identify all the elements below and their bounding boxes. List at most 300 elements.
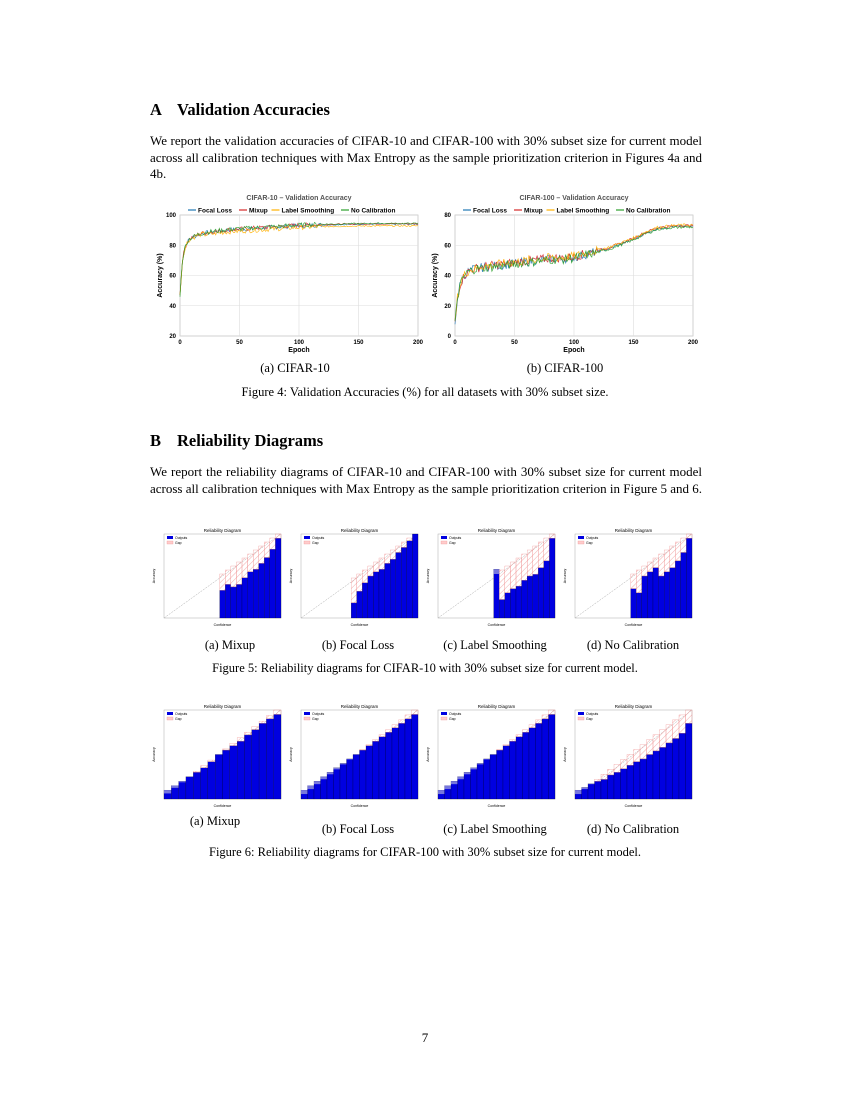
y-axis-label: Accuracy — [563, 747, 567, 762]
reliability-diagram-mixup — [150, 528, 285, 628]
x-axis-label: Confidence — [213, 623, 232, 627]
reliability-diagram-label-smoothing — [424, 704, 559, 809]
diagram-title: Reliability Diagram — [340, 704, 379, 709]
gap-bar — [385, 554, 391, 563]
output-bar — [373, 741, 380, 799]
legend-label: Mixup — [524, 207, 543, 215]
gap-bar — [236, 562, 242, 584]
y-tick-label: 100 — [165, 213, 176, 219]
output-bar — [631, 589, 637, 618]
reliability-diagram-no-calibration — [561, 528, 696, 628]
gap-bar — [686, 710, 693, 723]
output-bar — [405, 719, 412, 799]
output-bar — [640, 759, 647, 799]
gap-bar — [401, 542, 407, 547]
output-bar — [516, 737, 523, 799]
gap-bar — [675, 542, 681, 561]
legend-label: Focal Loss — [198, 207, 232, 215]
overconfidence-bar — [301, 790, 308, 794]
gap-bar — [399, 720, 406, 723]
subcaption-6d: (d) No Calibration — [586, 822, 680, 836]
output-bar — [225, 584, 231, 618]
gap-bar — [634, 750, 641, 762]
y-tick-label: 60 — [169, 273, 176, 280]
gap-bar — [244, 732, 251, 735]
output-bar — [270, 549, 276, 618]
chart-cifar100-accuracy — [425, 194, 700, 356]
output-bar — [208, 762, 215, 799]
gap-bar — [533, 546, 539, 574]
x-axis-label: Confidence — [487, 804, 506, 808]
gap-bar — [412, 710, 419, 714]
output-bar — [357, 591, 363, 618]
x-tick-label: 100 — [568, 340, 580, 346]
gap-bar — [516, 735, 523, 737]
x-tick-label: 0 — [178, 340, 182, 346]
figure-4-caption: Figure 4: Validation Accuracies (%) for all datasets with 30% subset size. — [241, 385, 609, 399]
overconfidence-bar — [321, 777, 328, 779]
gap-bar — [225, 570, 231, 584]
output-bar — [248, 572, 254, 618]
gap-bar — [275, 534, 281, 538]
gap-bar — [522, 554, 528, 580]
gap-bar — [660, 730, 667, 748]
output-bar — [392, 728, 399, 799]
output-bar — [334, 768, 341, 799]
output-bar — [385, 563, 391, 618]
gap-bar — [368, 566, 374, 576]
output-bar — [201, 768, 208, 799]
y-axis-label: Accuracy — [426, 568, 430, 584]
y-tick-label: 80 — [444, 213, 451, 219]
output-bar — [366, 746, 373, 799]
gap-bar — [523, 730, 530, 732]
output-bar — [608, 775, 615, 799]
legend-outputs-label: Outputs — [586, 536, 599, 540]
gap-bar — [248, 554, 254, 572]
page-number: 7 — [421, 1030, 429, 1045]
diagram-title: Reliability Diagram — [477, 528, 516, 533]
legend-gap-swatch — [304, 717, 310, 720]
gap-bar — [220, 574, 226, 590]
gap-bar — [405, 715, 412, 719]
gap-bar — [659, 554, 665, 576]
output-bar — [653, 751, 660, 799]
y-tick-label: 20 — [169, 334, 176, 340]
y-axis-label: Accuracy — [563, 568, 567, 584]
overconfidence-bar — [164, 790, 171, 793]
subcaption-5c: (c) Label Smoothing — [443, 638, 547, 652]
output-bar — [464, 772, 471, 799]
gap-bar — [653, 735, 660, 751]
gap-bar — [538, 542, 544, 568]
output-bar — [675, 561, 681, 618]
gap-bar — [223, 749, 230, 750]
gap-bar — [647, 562, 653, 572]
output-bar — [244, 735, 251, 799]
output-bar — [386, 732, 393, 799]
x-axis-label: Confidence — [487, 623, 506, 627]
legend-outputs-swatch — [304, 712, 310, 715]
output-bar — [549, 538, 555, 618]
diagram-title: Reliability Diagram — [203, 704, 242, 709]
diagram-title: Reliability Diagram — [614, 704, 653, 709]
y-axis-label: Accuracy (%) — [157, 253, 164, 298]
diagram-title: Reliability Diagram — [477, 704, 516, 709]
output-bar — [264, 558, 270, 618]
gap-bar — [362, 570, 368, 583]
x-tick-label: 150 — [628, 340, 639, 346]
output-bar — [253, 569, 259, 618]
legend-gap-swatch — [578, 541, 584, 544]
chart-title: CIFAR-100 – Validation Accuracy — [519, 195, 629, 202]
gap-bar — [544, 538, 550, 561]
output-bar — [542, 719, 549, 799]
output-bar — [494, 569, 500, 618]
output-bar — [399, 723, 406, 799]
legend-gap-swatch — [304, 541, 310, 544]
y-axis-label: Accuracy — [289, 568, 293, 584]
gap-bar — [647, 740, 654, 755]
x-tick-label: 150 — [353, 340, 364, 346]
gap-bar — [379, 558, 385, 569]
gap-bar — [264, 542, 270, 558]
output-bar — [527, 576, 533, 618]
output-bar — [353, 755, 360, 800]
overconfidence-bar — [308, 786, 315, 789]
gap-bar — [686, 534, 692, 538]
output-bar — [634, 762, 641, 799]
output-bar — [223, 750, 230, 799]
output-bar — [529, 728, 536, 799]
output-bar — [396, 552, 402, 618]
output-bar — [347, 759, 354, 799]
output-bar — [516, 586, 522, 618]
gap-bar — [601, 774, 608, 779]
output-bar — [412, 714, 419, 799]
output-bar — [510, 741, 517, 799]
output-bar — [549, 714, 556, 799]
output-bar — [340, 763, 347, 799]
output-bar — [327, 772, 334, 799]
output-bar — [490, 755, 497, 800]
y-axis-label: Accuracy — [152, 568, 156, 584]
output-bar — [458, 777, 465, 799]
output-bar — [533, 574, 539, 618]
output-bar — [373, 572, 379, 618]
gap-bar — [259, 546, 265, 563]
output-bar — [522, 580, 528, 618]
output-bar — [220, 590, 226, 618]
reliability-diagram-label-smoothing — [424, 528, 559, 628]
output-bar — [681, 552, 687, 618]
gap-bar — [681, 538, 687, 552]
gap-bar — [505, 566, 511, 593]
gap-bar — [631, 574, 637, 589]
output-bar — [544, 561, 550, 618]
gap-bar — [373, 740, 380, 741]
output-bar — [670, 568, 676, 618]
figure-6-caption: Figure 6: Reliability diagrams for CIFAR-100 with 30% subset size for current model. — [209, 845, 641, 859]
y-axis-label: Accuracy — [426, 747, 430, 762]
gap-bar — [274, 710, 281, 714]
legend-outputs-label: Outputs — [175, 536, 188, 540]
output-bar — [523, 732, 530, 799]
subcaption-4a: (a) CIFAR-10 — [260, 361, 330, 375]
output-bar — [351, 603, 357, 618]
overconfidence-bar — [451, 781, 458, 784]
x-axis-label: Confidence — [213, 804, 232, 808]
output-bar — [471, 768, 478, 799]
gap-bar — [201, 766, 208, 768]
overconfidence-bar — [477, 763, 484, 764]
gap-bar — [529, 725, 536, 728]
gap-bar — [595, 779, 602, 781]
output-bar — [636, 593, 642, 618]
overconfidence-bar — [171, 786, 178, 788]
subcaption-5a: (a) Mixup — [204, 638, 256, 652]
gap-bar — [653, 558, 659, 568]
chart-title: CIFAR-10 – Validation Accuracy — [246, 195, 352, 202]
y-axis-label: Accuracy (%) — [432, 253, 439, 298]
output-bar — [215, 755, 222, 800]
chart-cifar10-accuracy — [150, 194, 425, 356]
gap-bar — [608, 769, 615, 775]
diagram-title: Reliability Diagram — [614, 528, 653, 533]
output-bar — [360, 750, 367, 799]
output-bar — [401, 547, 407, 618]
legend-gap-swatch — [578, 717, 584, 720]
y-tick-label: 40 — [444, 273, 451, 280]
legend-label: Mixup — [249, 207, 268, 215]
x-axis-label: Confidence — [350, 623, 369, 627]
gap-bar — [237, 738, 244, 741]
gap-bar — [366, 745, 373, 746]
gap-bar — [666, 725, 673, 743]
output-bar — [536, 723, 543, 799]
gap-bar — [390, 550, 396, 559]
output-bar — [259, 563, 265, 618]
legend-gap-label: Gap — [586, 541, 593, 545]
legend-outputs-label: Outputs — [449, 712, 462, 716]
gap-bar — [266, 716, 273, 719]
legend-gap-swatch — [167, 717, 173, 720]
gap-bar — [614, 764, 621, 772]
legend-gap-label: Gap — [175, 717, 182, 721]
x-axis-label: Epoch — [563, 347, 585, 354]
diagram-title: Reliability Diagram — [340, 528, 379, 533]
output-bar — [186, 777, 193, 799]
legend-label: No Calibration — [351, 207, 396, 215]
reliability-diagram-focal-loss — [287, 704, 422, 809]
output-bar — [653, 568, 659, 618]
overconfidence-bar — [471, 768, 478, 769]
section-b-title: B Reliability Diagrams — [150, 431, 324, 450]
x-tick-label: 50 — [511, 340, 518, 346]
output-bar — [666, 743, 673, 799]
output-bar — [179, 781, 186, 799]
gap-bar — [270, 538, 276, 549]
output-bar — [499, 600, 505, 618]
legend-gap-swatch — [441, 717, 447, 720]
gap-bar — [664, 550, 670, 572]
output-bar — [231, 587, 237, 618]
legend-gap-label: Gap — [312, 717, 319, 721]
y-axis-label: Accuracy — [289, 747, 293, 762]
x-tick-label: 200 — [687, 340, 699, 346]
legend-label: Label Smoothing — [281, 207, 335, 215]
overconfidence-bar — [575, 790, 582, 794]
output-bar — [379, 569, 385, 618]
output-bar — [659, 576, 665, 618]
reliability-diagram-focal-loss — [287, 528, 422, 628]
output-bar — [321, 777, 328, 799]
gap-bar — [231, 566, 237, 587]
subcaption-4b: (b) CIFAR-100 — [526, 361, 604, 375]
legend-outputs-swatch — [167, 712, 173, 715]
output-bar — [627, 765, 634, 799]
gap-bar — [636, 570, 642, 593]
gap-bar — [542, 715, 549, 719]
gap-bar — [208, 760, 215, 762]
output-bar — [510, 589, 516, 618]
overconfidence-bar — [327, 772, 334, 774]
legend-outputs-swatch — [578, 536, 584, 539]
output-bar — [236, 584, 242, 618]
gap-bar — [379, 735, 386, 737]
x-axis-label: Confidence — [624, 623, 643, 627]
output-bar — [242, 578, 248, 618]
output-bar — [647, 572, 653, 618]
output-bar — [497, 750, 504, 799]
y-tick-label: 0 — [447, 334, 451, 340]
output-bar — [266, 719, 273, 799]
x-tick-label: 0 — [453, 340, 457, 346]
legend-outputs-swatch — [167, 536, 173, 539]
subcaption-6b: (b) Focal Loss — [321, 822, 395, 836]
figure-5-caption: Figure 5: Reliability diagrams for CIFAR-10 with 30% subset size for current model. — [212, 661, 638, 675]
output-bar — [582, 787, 589, 799]
output-bar — [660, 747, 667, 799]
legend-outputs-label: Outputs — [175, 712, 188, 716]
gap-bar — [253, 550, 259, 569]
x-axis-label: Epoch — [288, 347, 310, 354]
output-bar — [379, 737, 386, 799]
gap-bar — [230, 743, 237, 745]
output-bar — [686, 723, 693, 799]
y-tick-label: 60 — [444, 243, 451, 250]
y-tick-label: 80 — [169, 243, 176, 250]
output-bar — [362, 583, 368, 618]
output-bar — [538, 568, 544, 618]
gap-bar — [549, 534, 555, 538]
legend-gap-label: Gap — [586, 717, 593, 721]
overconfidence-bar — [464, 772, 471, 774]
gap-bar — [627, 755, 634, 766]
overconfidence-bar — [179, 781, 186, 782]
gap-bar — [679, 715, 686, 733]
legend-outputs-label: Outputs — [312, 536, 325, 540]
overconfidence-bar — [438, 790, 445, 794]
x-tick-label: 50 — [236, 340, 243, 346]
legend-gap-label: Gap — [312, 541, 319, 545]
gap-bar — [640, 745, 647, 759]
x-tick-label: 200 — [412, 340, 424, 346]
y-tick-label: 20 — [444, 303, 451, 310]
output-bar — [647, 755, 654, 800]
output-bar — [664, 572, 670, 618]
output-bar — [252, 730, 259, 799]
subcaption-5b: (b) Focal Loss — [321, 638, 395, 652]
output-bar — [407, 541, 413, 618]
overconfidence-bar — [340, 763, 347, 764]
gap-bar — [499, 570, 505, 600]
legend-gap-label: Gap — [175, 541, 182, 545]
output-bar — [505, 593, 511, 618]
section-a-title: A Validation Accuracies — [150, 100, 330, 119]
legend-gap-label: Gap — [449, 541, 456, 545]
output-bar — [595, 781, 602, 799]
legend-outputs-swatch — [304, 536, 310, 539]
legend-label: Focal Loss — [473, 207, 507, 215]
gap-bar — [357, 574, 363, 591]
overconfidence-bar — [334, 768, 341, 769]
output-bar — [274, 714, 281, 799]
output-bar — [673, 738, 680, 799]
gap-bar — [516, 558, 522, 586]
gap-bar — [242, 558, 248, 578]
output-bar — [259, 723, 266, 799]
output-bar — [275, 538, 281, 618]
gap-bar — [510, 740, 517, 741]
output-bar — [368, 576, 374, 618]
output-bar — [686, 538, 692, 618]
gap-bar — [510, 562, 516, 589]
legend-outputs-label: Outputs — [449, 536, 462, 540]
gap-bar — [373, 562, 379, 572]
legend-outputs-label: Outputs — [586, 712, 599, 716]
gap-bar — [259, 721, 266, 723]
section-b-paragraph: We report the reliability diagrams of CIFAR-10 and CIFAR-100 with 30% subset size for current model across all calibration techniques with Max Entropy as the sample prioritization criterion in Figure 5 and 6. — [150, 464, 702, 496]
gap-bar — [386, 730, 393, 732]
section-a-paragraph: We report the validation accuracies of CIFAR-10 and CIFAR-100 with 30% subset size for current model across all calibration techniques with Max Entropy as the sample prioritization criterion in Figures 4a and 4b. — [150, 133, 702, 181]
gap-bar — [392, 725, 399, 728]
gap-bar — [351, 578, 357, 603]
gap-bar — [252, 727, 259, 730]
subcaption-6a: (a) Mixup — [189, 814, 241, 828]
gap-bar — [621, 759, 628, 768]
output-bar — [230, 746, 237, 799]
overconfidence-bar — [314, 781, 321, 784]
gap-bar — [670, 546, 676, 568]
reliability-diagram-mixup — [150, 704, 285, 809]
legend-gap-swatch — [441, 541, 447, 544]
gap-bar — [536, 720, 543, 723]
legend-outputs-swatch — [441, 536, 447, 539]
overconfidence-bar — [445, 786, 452, 789]
output-bar — [237, 741, 244, 799]
reliability-diagram-no-calibration — [561, 704, 696, 809]
output-bar — [390, 559, 396, 618]
output-bar — [412, 534, 418, 618]
legend-label: No Calibration — [626, 207, 671, 215]
output-bar — [679, 733, 686, 799]
legend-outputs-swatch — [578, 712, 584, 715]
x-tick-label: 100 — [293, 340, 305, 346]
output-bar — [503, 746, 510, 799]
x-axis-label: Confidence — [350, 804, 369, 808]
gap-bar — [503, 745, 510, 746]
